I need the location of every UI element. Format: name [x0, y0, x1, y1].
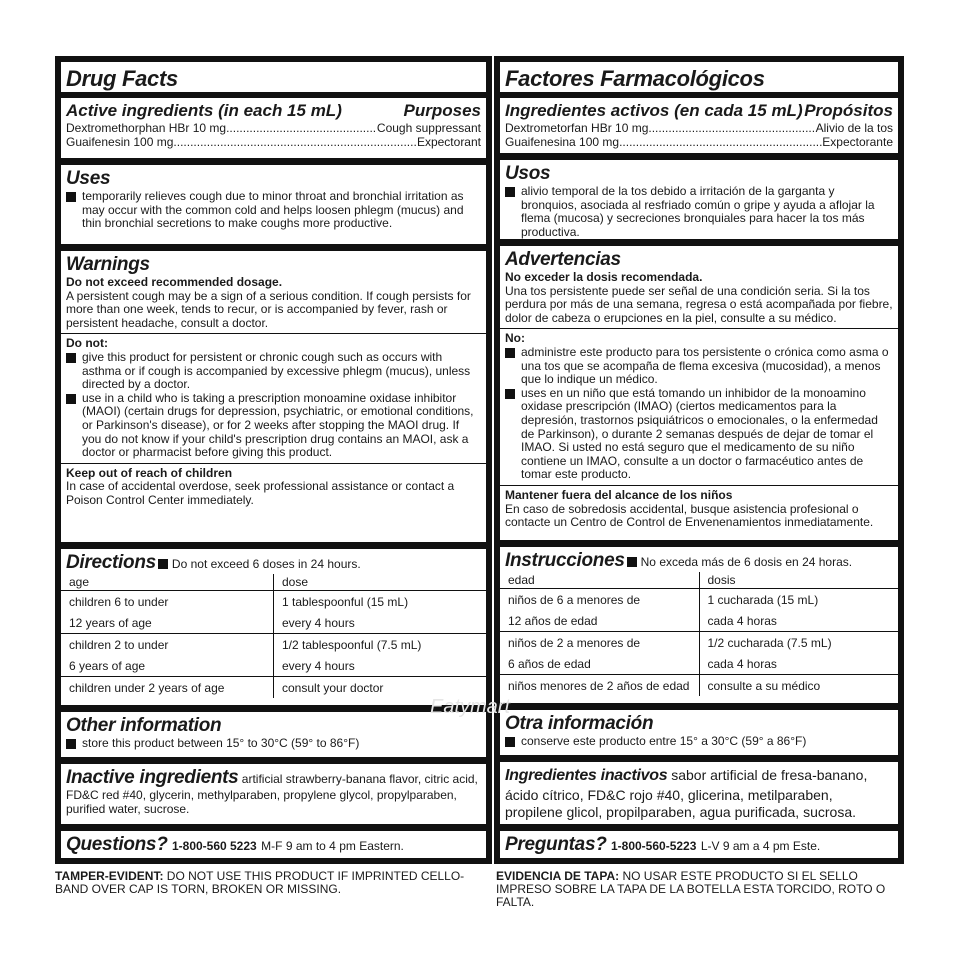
- dosage-cell: consult your doctor: [282, 680, 384, 695]
- inactive-ingredients-box: [61, 764, 486, 824]
- questions-phone: 1-800-560 5223: [171, 839, 257, 853]
- dosage-header-dose: dose: [274, 574, 487, 591]
- dosage-cell: 6 años de edad: [500, 653, 699, 675]
- keep-out-heading: Mantener fuera del alcance de los niños: [505, 487, 733, 502]
- tamper-evident-notice-english: [55, 870, 485, 896]
- warnings-bold-text: No exceder la dosis recomendada.: [505, 270, 703, 284]
- directions-table: [61, 574, 486, 698]
- bullet-square-icon: [66, 192, 76, 202]
- dosage-cell: cada 4 horas: [699, 610, 898, 632]
- dosage-cell: 1/2 tablespoonful (7.5 mL): [282, 637, 422, 652]
- dosage-header-age: age: [61, 574, 274, 591]
- other-information-box: [61, 712, 486, 757]
- directions-heading: Directions: [66, 552, 156, 573]
- warnings-bold-text: Do not exceed recommended dosage.: [66, 275, 283, 289]
- dosage-header-dose: dosis: [699, 572, 898, 589]
- dosage-cell: 1 tablespoonful (15 mL): [282, 594, 409, 609]
- active-ingredients-box: [61, 98, 486, 158]
- questions-heading: Preguntas?: [505, 834, 607, 855]
- purposes-heading: Propósitos: [804, 101, 893, 120]
- watermark: Eatymart: [430, 696, 511, 718]
- active-ingredients-box: [500, 98, 898, 153]
- inactive-ingredients-heading: Inactive ingredients: [66, 767, 239, 788]
- warnings-text: Una tos persistente puede ser señal de una condición seria. Si la tos perdura por más de una semana, regresa o está acompañada por fiebre, dolor de cabeza o erupciones en la piel, consulte a su médico.: [505, 283, 893, 325]
- dosage-cell: children 2 to under: [61, 634, 274, 656]
- bullet-square-icon: [505, 737, 515, 747]
- dosage-cell: niños de 2 a menores de: [500, 632, 699, 654]
- questions-hours: L-V 9 am a 4 pm Este.: [700, 839, 821, 853]
- keep-out-heading: Keep out of reach of children: [66, 465, 233, 480]
- active-ingredients-heading: Active ingredients (in each 15 mL): [66, 101, 342, 120]
- dosage-cell: children under 2 years of age: [61, 677, 274, 699]
- dosage-cell: niños menores de 2 años de edad: [500, 675, 699, 697]
- dosage-cell: niños de 6 a menores de: [500, 589, 699, 611]
- other-information-item: conserve este producto entre 15° a 30°C (59° a 86°F): [505, 735, 893, 749]
- active-ingredients-header: [505, 101, 893, 121]
- title-box: [61, 62, 486, 92]
- inactive-ingredients-box: [500, 762, 898, 824]
- drug-facts-panel-spanish: [494, 56, 904, 864]
- dosage-cell: children 6 to under: [61, 591, 274, 613]
- dosage-cell: every 4 hours: [274, 655, 487, 677]
- directions-table: [500, 572, 898, 696]
- dosage-cell: 1 cucharada (15 mL): [707, 592, 819, 607]
- warnings-text: A persistent cough may be a sign of a serious condition. If cough persists for more than one week, tends to recur, or is accompanied by fever, rash or persistent headache, consult a doctor.: [66, 288, 471, 330]
- tamper-label: EVIDENCIA DE TAPA:: [496, 869, 620, 883]
- warnings-heading: Warnings: [66, 254, 150, 275]
- uses-heading: Uses: [66, 168, 111, 189]
- inactive-ingredients-text: sabor artificial de fresa-banano, ácido cítrico, FD&C rojo #40, glicerina, metilparaben, propilene glicol, propilparaben, agua purificada, sucrosa.: [505, 767, 868, 820]
- directions-note: Do not exceed 6 doses in 24 hours.: [171, 557, 361, 571]
- bullet-square-icon: [627, 557, 637, 567]
- do-not-item: use in a child who is taking a prescription monoamine oxidase inhibitor (MAOI) (certain drugs for depression, psychiatric, or emotional conditions, or Parkinson's disease), or for 2 weeks after stopping the MAOI drug. If you do not know if your child's prescription drug contains an MAOI, ask a doctor or pharmacist before giving this product.: [66, 392, 481, 460]
- dosage-cell: cada 4 horas: [699, 653, 898, 675]
- warnings-box: [500, 246, 898, 540]
- dosage-cell: every 4 hours: [274, 612, 487, 634]
- drug-facts-panel-english: [55, 56, 492, 864]
- do-not-heading: No:: [505, 331, 525, 346]
- inactive-ingredients-text: artificial strawberry-banana flavor, citric acid, FD&C red #40, glycerin, methylparaben, propylene glycol, propylparaben, purified water, sucrose.: [66, 772, 478, 816]
- directions-box: [500, 547, 898, 703]
- dosage-cell: 1/2 cucharada (7.5 mL): [707, 635, 832, 650]
- questions-heading: Questions?: [66, 834, 168, 855]
- uses-item: temporarily relieves cough due to minor throat and bronchial irritation as may occur with the common cold and helps loosen phlegm (mucus) and thin bronchial secretions to make coughs more productive.: [66, 190, 481, 231]
- purposes-heading: Purposes: [403, 101, 481, 120]
- keep-out-text: En caso de sobredosis accidental, busque asistencia profesional o contacte un Centro de Control de Envenenamientos inmediatamente.: [505, 501, 874, 530]
- dosage-header-age: edad: [500, 572, 699, 589]
- active-ingredients-heading: Ingredientes activos (en cada 15 mL): [505, 101, 803, 120]
- bullet-square-icon: [66, 739, 76, 749]
- tamper-text: NO USAR ESTE PRODUCTO SI EL SELLO IMPRESO SOBRE LA TAPA DE LA BOTELLA ESTA TORCIDO, ROTO O FALTA.: [496, 869, 886, 909]
- ingredient-row: Dextromethorphan HBr 10 mg ..... Cough suppressant: [66, 121, 481, 135]
- panel-title: Factores Farmacológicos: [505, 66, 765, 91]
- uses-item: alivio temporal de la tos debido a irritación de la garganta y bronquios, asociada al resfriado común o gripe y ayuda a aflojar la flema (mucosa) y secreciones bronquiales para hacer la tos más productiva.: [505, 185, 893, 239]
- questions-hours: M-F 9 am to 4 pm Eastern.: [261, 839, 404, 853]
- ingredient-row: Guaifenesina 100 mg ..... Expectorante: [505, 135, 893, 149]
- do-not-item: uses en un niño que está tomando un inhibidor de la monoamino oxidase prescripción (IMAO) (ciertos medicamentos para la depresión, trastornos psiquiátricos o emocionales, o la enfermedad de Parkinson), o durante 2 semanas después de dejar de tomar el IMAO. Si usted no está seguro que el medicamento de su niño contiene un IMAO, consulte a un doctor o farmacéutico antes de tomar este producto.: [505, 387, 893, 482]
- dosage-cell: 12 years of age: [61, 612, 274, 634]
- other-information-box: [500, 710, 898, 755]
- other-information-heading: Otra información: [505, 713, 654, 734]
- directions-note: No exceda más de 6 dosis en 24 horas.: [640, 555, 853, 569]
- dosage-cell: 12 años de edad: [500, 610, 699, 632]
- directions-box: [61, 549, 486, 705]
- other-information-item: store this product between 15° to 30°C (59° to 86°F): [66, 737, 481, 751]
- bullet-square-icon: [505, 348, 515, 358]
- tamper-label: TAMPER-EVIDENT:: [55, 869, 164, 883]
- tamper-evident-notice-spanish: [496, 870, 906, 909]
- bullet-square-icon: [505, 389, 515, 399]
- warnings-heading: Advertencias: [505, 249, 621, 270]
- dosage-cell: 6 years of age: [61, 655, 274, 677]
- bullet-square-icon: [505, 187, 515, 197]
- ingredient-row: Guaifenesin 100 mg ..... Expectorant: [66, 135, 481, 149]
- tamper-text: DO NOT USE THIS PRODUCT IF IMPRINTED CELLO-BAND OVER CAP IS TORN, BROKEN OR MISSING.: [55, 869, 465, 896]
- uses-box: [500, 160, 898, 239]
- dosage-cell: consulte a su médico: [707, 678, 821, 693]
- warnings-box: [61, 251, 486, 542]
- questions-box: [500, 831, 898, 858]
- questions-phone: 1-800-560-5223: [610, 839, 697, 853]
- uses-box: [61, 165, 486, 244]
- inactive-ingredients-heading: Ingredientes inactivos: [505, 767, 668, 784]
- do-not-heading: Do not:: [66, 336, 108, 351]
- ingredient-row: Dextrometorfan HBr 10 mg ..... Alivio de la tos: [505, 121, 893, 135]
- do-not-item: administre este producto para tos persistente o crónica como asma o una tos que se acompaña de flema excesiva (mucosidad), a menos que lo indique un médico.: [505, 346, 893, 387]
- do-not-item: give this product for persistent or chronic cough such as occurs with asthma or if cough is accompanied by excessive phlegm (mucus), unless directed by a doctor.: [66, 351, 481, 392]
- bullet-square-icon: [66, 394, 76, 404]
- other-information-heading: Other information: [66, 715, 222, 736]
- questions-box: [61, 831, 486, 858]
- panel-title: Drug Facts: [66, 66, 178, 91]
- active-ingredients-header: [66, 101, 481, 121]
- bullet-square-icon: [158, 559, 168, 569]
- directions-heading: Instrucciones: [505, 550, 625, 571]
- bullet-square-icon: [66, 353, 76, 363]
- title-box: [500, 62, 898, 92]
- uses-heading: Usos: [505, 163, 551, 184]
- keep-out-text: In case of accidental overdose, seek professional assistance or contact a Poison Control Center immediately.: [66, 479, 455, 507]
